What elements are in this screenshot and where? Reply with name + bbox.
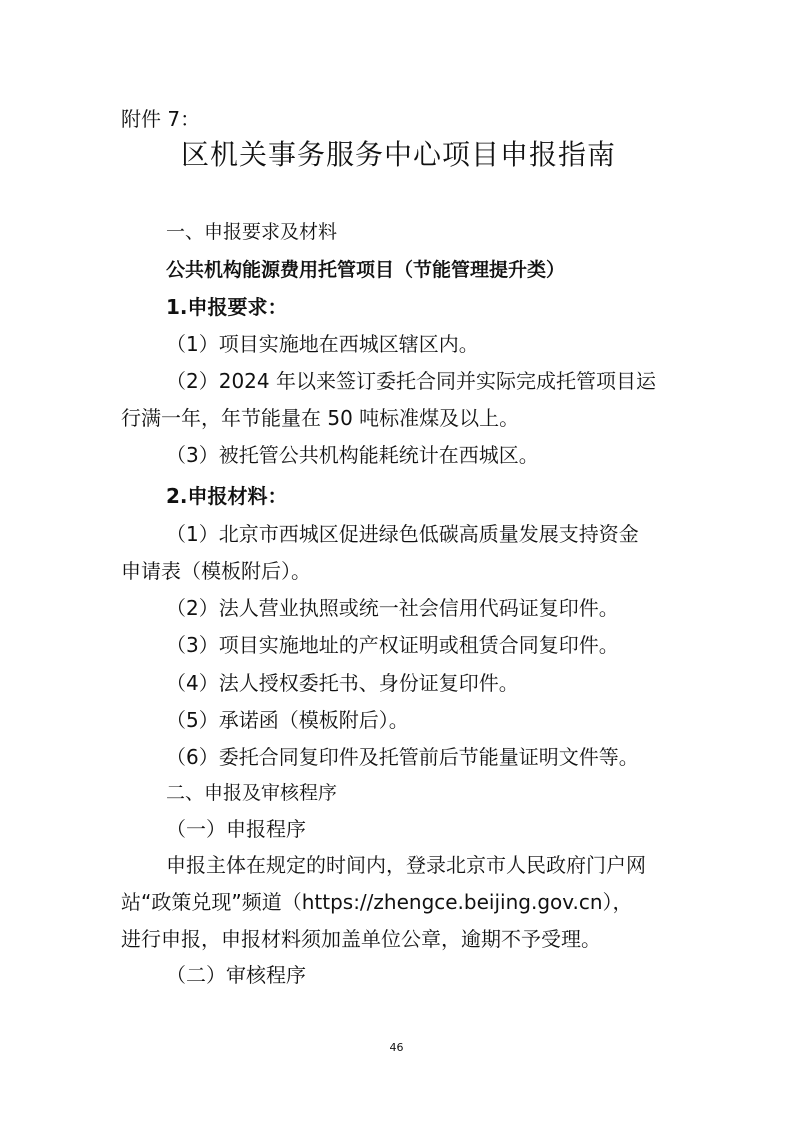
- materials-heading: 2.申报材料：: [166, 484, 288, 508]
- review-heading: （二）审核程序: [166, 963, 306, 987]
- procedure-paragraph-continued: 站“政策兑现”频道（https://zhengce.beijing.gov.cn），: [121, 890, 633, 914]
- attachment-label: 附件 7：: [121, 107, 201, 131]
- section-heading-requirements: 一、申报要求及材料: [166, 221, 338, 243]
- procedure-paragraph-continued: 进行申报，申报材料须加盖单位公章，逾期不予受理。: [121, 927, 601, 951]
- procedure-paragraph: 申报主体在规定的时间内，登录北京市人民政府门户网: [166, 853, 646, 877]
- project-category: 公共机构能源费用托管项目（节能管理提升类）: [166, 259, 566, 281]
- section-heading-procedures: 二、申报及审核程序: [166, 782, 338, 804]
- material-item: （6）委托合同复印件及托管前后节能量证明文件等。: [166, 745, 639, 769]
- material-item: （5）承诺函（模板附后）。: [166, 708, 409, 732]
- material-item: （3）项目实施地址的产权证明或租赁合同复印件。: [166, 633, 619, 657]
- procedure-heading: （一）申报程序: [166, 817, 306, 841]
- requirement-item: （3）被托管公共机构能耗统计在西城区。: [166, 443, 539, 467]
- requirement-item: （2）2024 年以来签订委托合同并实际完成托管项目运: [166, 369, 656, 393]
- material-item: （2）法人营业执照或统一社会信用代码证复印件。: [166, 596, 619, 620]
- page-number: 46: [389, 1041, 404, 1054]
- page-title: 区机关事务服务中心项目申报指南: [180, 138, 616, 171]
- material-item: （4）法人授权委托书、身份证复印件。: [166, 671, 519, 695]
- requirements-heading: 1.申报要求：: [166, 295, 288, 319]
- requirement-item-continued: 行满一年，年节能量在 50 吨标准煤及以上。: [121, 406, 520, 430]
- requirement-item: （1）项目实施地在西城区辖区内。: [166, 332, 479, 356]
- material-item: （1）北京市西城区促进绿色低碳高质量发展支持资金: [166, 522, 639, 546]
- material-item-continued: 申请表（模板附后）。: [121, 559, 311, 583]
